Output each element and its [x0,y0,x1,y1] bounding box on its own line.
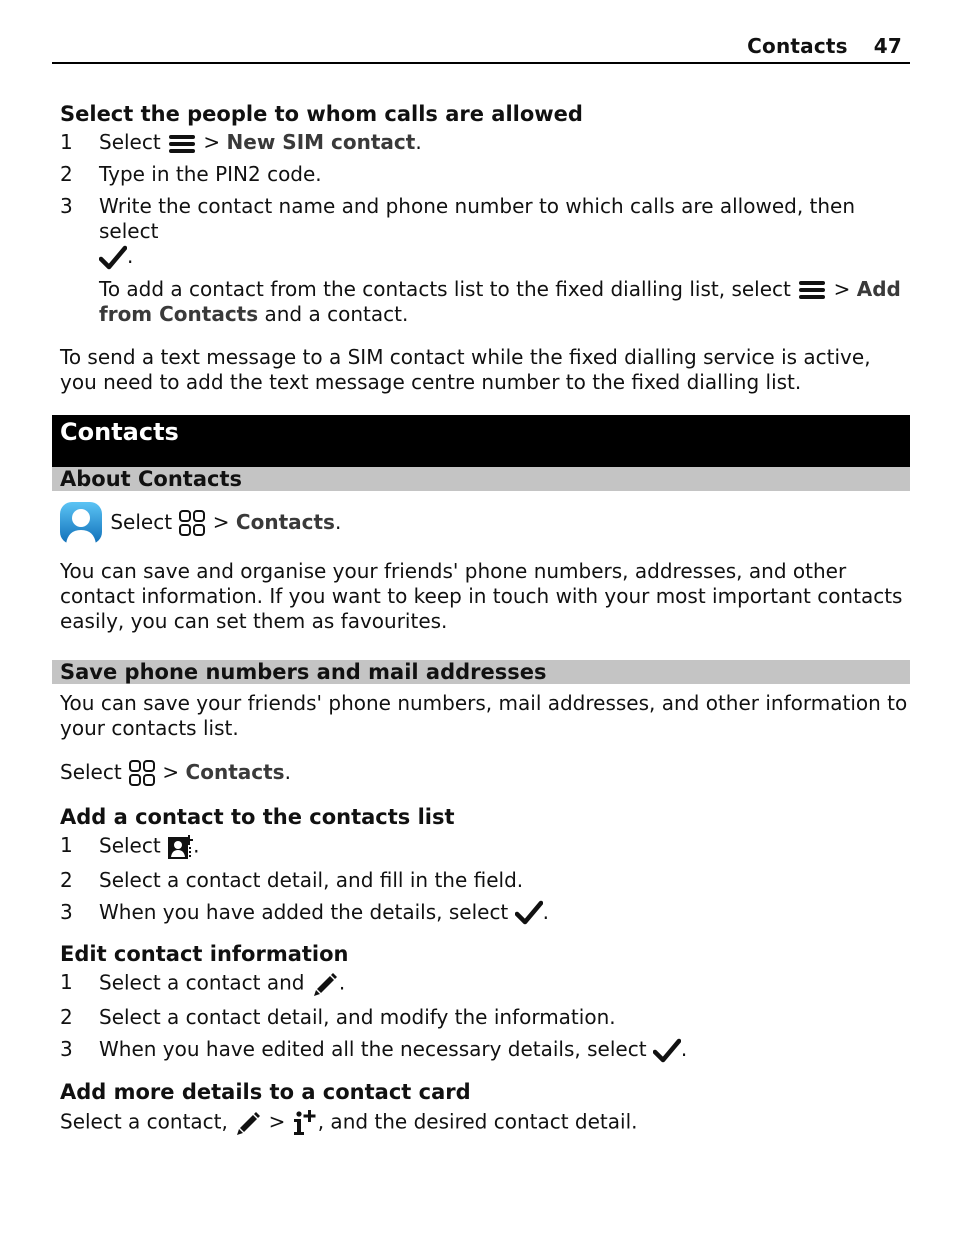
contacts-link[interactable]: Contacts [235,509,335,534]
edit-contact-steps [60,970,910,1064]
step-number: 1 [60,130,73,154]
checkmark-icon [653,1038,681,1064]
select-text: Select [110,509,173,534]
contacts-app-icon [58,500,104,546]
step-number: 2 [60,1005,73,1029]
contacts-section-title: Contacts [52,415,910,467]
step-punct: . [680,1037,688,1061]
list-item [60,1005,910,1030]
step-number: 2 [60,867,73,892]
add-detail-icon [292,1108,318,1138]
select-punct: . [334,509,342,534]
note-separator: > [827,276,857,301]
contacts-link[interactable]: Contacts [185,759,285,784]
add-contact-steps [60,833,910,927]
save-select-line [60,757,910,787]
list-item [60,900,910,927]
list-item [60,1037,910,1064]
step-separator: > [197,130,227,154]
step-text: Select a contact detail, and fill in the field. [99,867,524,892]
step-punct: . [193,833,200,857]
details-separator: > [262,1109,292,1133]
select-separator: > [156,759,186,784]
running-header [52,34,910,64]
step-number: 3 [60,899,73,924]
step-text: Select a contact and [99,970,305,995]
add-contact-icon [167,833,193,861]
apps-grid-icon [178,509,206,537]
list-item [60,970,910,998]
add-details-heading: Add more details to a contact card [60,1079,471,1104]
sms-note: To send a text message to a SIM contact while the fixed dialling service is active, you need to add the text message centre number to the fixed dialling list. [60,344,871,394]
step-number: 1 [60,970,73,994]
step-number: 3 [60,1037,73,1061]
checkmark-icon [515,900,543,926]
about-select-line [60,499,910,545]
select-separator: > [206,509,236,534]
checkmark-icon [99,245,127,271]
details-text: Select a contact, [60,1109,228,1133]
menu-icon [167,133,197,155]
list-item [60,868,910,893]
about-contacts-heading: About Contacts [52,467,910,491]
step-text: Select [99,130,161,154]
step-punct: . [338,970,346,995]
new-sim-contact-link[interactable]: New SIM contact [226,130,416,154]
list-item [60,833,910,861]
step-punct: . [542,899,549,924]
list-item [60,194,910,327]
save-body: You can save your friends' phone numbers, mail addresses, and other information to your contacts list. [60,690,908,740]
step-text: Write the contact name and phone number to which calls are allowed, then select [99,194,856,243]
add-details-line [60,1108,910,1138]
edit-contact-heading: Edit contact information [60,942,349,966]
step-number: 1 [60,832,73,857]
add-from-contacts-link[interactable]: Add from Contacts [99,276,901,326]
step-text: When you have edited all the necessary details, select [99,1037,647,1061]
note-text-end: and a contact. [258,301,409,326]
fixed-dialling-steps [60,130,910,327]
note-text: To add a contact from the contacts list to the fixed dialling list, select [99,276,791,301]
step-punct: . [415,130,422,154]
save-numbers-heading: Save phone numbers and mail addresses [52,660,910,684]
page-number: 47 [873,34,902,58]
details-text-end: , and the desired contact detail. [317,1109,638,1133]
step-number: 2 [60,162,73,186]
list-item [60,162,910,187]
step-punct: . [127,244,134,268]
list-item [60,130,910,155]
apps-grid-icon [128,759,156,787]
step-number: 3 [60,194,73,218]
fixed-dialling-note [99,277,910,327]
menu-icon [797,279,827,301]
header-section-title: Contacts [747,34,848,58]
select-punct: . [284,759,291,784]
step-text: Type in the PIN2 code. [99,162,322,186]
select-text: Select [60,759,122,784]
pencil-icon [311,970,339,998]
step-text: When you have added the details, select [99,899,509,924]
about-body: You can save and organise your friends' phone numbers, addresses, and other contact information. If you want to keep in touch with your most important contacts easily, you can set them as favourites. [60,558,903,633]
step-text: Select [99,833,161,857]
fixed-dialling-heading: Select the people to whom calls are allowed [60,102,583,126]
pencil-icon [234,1109,262,1137]
add-contact-heading: Add a contact to the contacts list [60,804,455,829]
page-content [60,100,910,1138]
step-text: Select a contact detail, and modify the information. [99,1005,616,1029]
